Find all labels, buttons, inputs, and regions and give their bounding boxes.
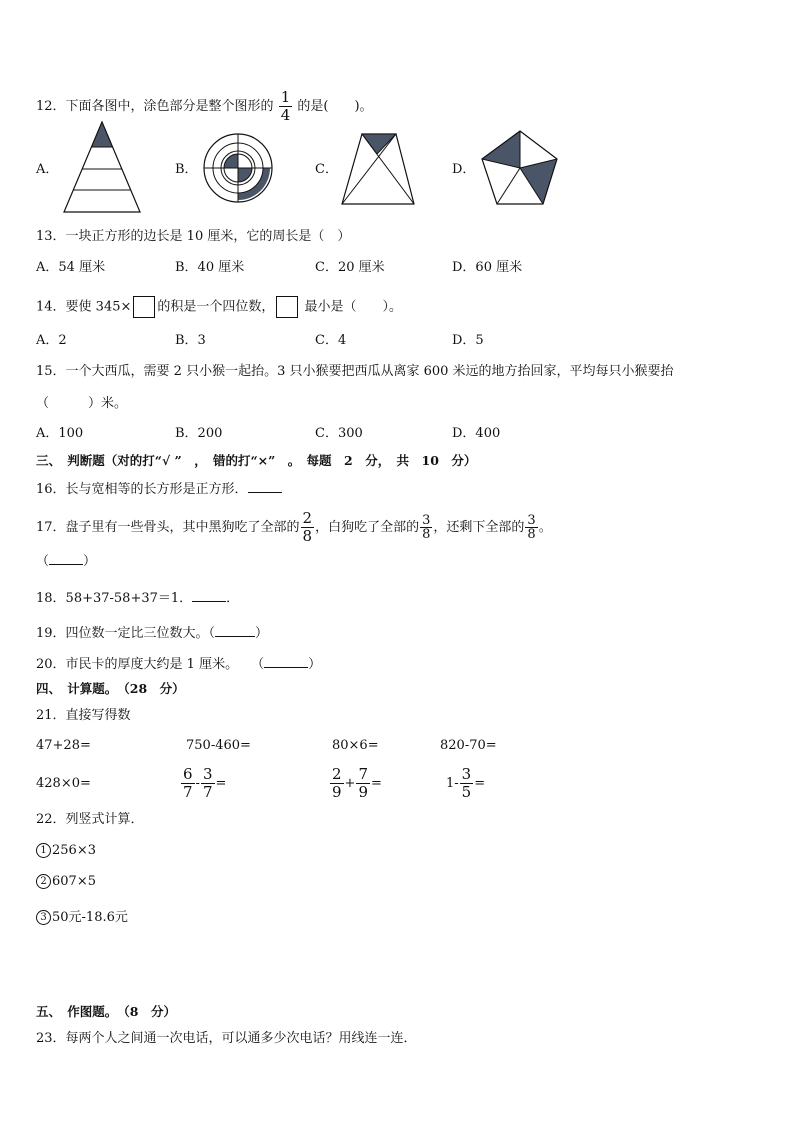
q22-item-2-text: 607×5 — [52, 874, 96, 889]
q17-answer — [36, 552, 96, 570]
q15-stem-line1: 15．一个大西瓜，需要 2 只小猴一起抬。3 只小猴要把西瓜从离家 600 米远的地方抬回家，平均每只小猴要抬 — [36, 364, 674, 379]
q14-stem-pre: 14．要使 345× — [36, 299, 132, 315]
q13-option-d[interactable]: D．60 厘米 — [452, 260, 523, 275]
trapezoid-figure — [340, 132, 416, 206]
pentagon-figure — [480, 128, 560, 208]
q17-text-3: ，还剩下全部的 — [433, 520, 525, 535]
q21-expr-5: 428×0= — [36, 776, 91, 791]
q21-e7-a-den: 9 — [332, 783, 342, 801]
q19 — [36, 624, 268, 642]
q21-e6-op: - — [195, 776, 200, 791]
q16-text: 16．长与宽相等的长方形是正方形． — [36, 482, 248, 497]
q20 — [36, 655, 321, 673]
q15-stem-line2: （ ）米。 — [36, 396, 128, 411]
q21-e8-b-num: 3 — [461, 765, 472, 783]
q19-answer-blank[interactable] — [215, 624, 255, 637]
q17-stem — [36, 510, 552, 546]
q21-e6-eq: = — [215, 776, 227, 791]
q15-option-b[interactable]: B．200 — [175, 426, 223, 441]
q21-expr-7 — [329, 764, 382, 804]
q12-stem-pre: 12．下面各图中，涂色部分是整个图形的 — [36, 99, 274, 114]
circled-number-1: 1 — [36, 843, 51, 858]
q17-f3-num: 3 — [527, 513, 536, 528]
q15-option-a[interactable]: A．100 — [36, 426, 84, 441]
q17-answer-close: ） — [83, 554, 97, 569]
circled-number-2: 2 — [36, 874, 51, 889]
q22-item-2 — [36, 874, 96, 890]
q17-text-2: ，白狗吃了全部的 — [315, 520, 420, 535]
q17-f3-den: 8 — [527, 527, 536, 542]
q21-expr-4: 820-70= — [440, 738, 497, 753]
q14-stem-mid: 的积是一个四位数， — [157, 299, 275, 315]
q16-answer-blank[interactable] — [248, 480, 282, 493]
q17-answer-blank[interactable] — [49, 552, 83, 565]
q21-e8-a: 1- — [446, 776, 459, 791]
q12-option-c-label[interactable]: C． — [315, 162, 338, 177]
q21-e6-b-num: 3 — [202, 765, 213, 783]
q14-option-c[interactable]: C．4 — [315, 333, 347, 348]
circled-number-3: 3 — [36, 910, 51, 925]
q18-answer-blank[interactable] — [192, 589, 226, 602]
q13-option-a[interactable]: A．54 厘米 — [36, 260, 106, 275]
q21-e8-b-den: 5 — [461, 783, 472, 801]
q21-e8-eq: = — [474, 776, 486, 791]
q13-option-b[interactable]: B．40 厘米 — [175, 260, 245, 275]
q18-end: ． — [226, 591, 240, 606]
q21-expr-1: 47+28= — [36, 738, 91, 753]
q14-blank-box-2 — [276, 296, 298, 318]
q14-option-a[interactable]: A．2 — [36, 333, 67, 348]
q17-text-4: 。 — [538, 520, 552, 535]
q14-option-d[interactable]: D．5 — [452, 333, 484, 348]
q13-option-c[interactable]: C．20 厘米 — [315, 260, 385, 275]
q17-fraction-3 — [525, 514, 537, 541]
q20-text: 20．市民卡的厚度大约是 1 厘米。 （ — [36, 657, 265, 672]
q21-e6-frac-a — [181, 766, 195, 801]
q13-stem: 13．一块正方形的边长是 10 厘米，它的周长是（ ） — [36, 229, 351, 244]
q12-option-b-label[interactable]: B． — [175, 162, 198, 177]
q21-e7-b-den: 9 — [358, 783, 368, 801]
q17-fraction-1 — [301, 510, 315, 545]
q21-e8-frac-b — [460, 766, 474, 801]
q15-option-c[interactable]: C．300 — [315, 426, 363, 441]
q12-option-d-label[interactable]: D． — [452, 162, 476, 177]
triangle-figure — [62, 120, 142, 214]
q21-expr-2: 750-460= — [186, 738, 251, 753]
q17-answer-open: （ — [36, 554, 50, 569]
q21-expr-3: 80×6= — [332, 738, 379, 753]
pentagon-spoke-4 — [497, 168, 520, 204]
q14-blank-box-1 — [133, 296, 155, 318]
q22-item-1 — [36, 843, 96, 859]
q21-expr-6 — [180, 764, 226, 804]
q14-stem-post: 最小是（ ）。 — [300, 299, 403, 315]
q19-text: 19．四位数一定比三位数大。（ — [36, 626, 216, 641]
q17-f2-den: 8 — [422, 527, 431, 542]
q21-e6-a-num: 6 — [183, 765, 193, 783]
q12-stem — [36, 89, 373, 124]
q21-e7-frac-b — [356, 766, 370, 801]
q21-e6-a-den: 7 — [183, 783, 193, 801]
q16 — [36, 480, 282, 498]
q17-f1-num: 2 — [302, 509, 313, 527]
ring-figure — [202, 132, 274, 204]
q12-frac-num: 1 — [280, 88, 291, 106]
q17-f1-den: 8 — [302, 527, 313, 545]
q19-end: ） — [255, 626, 269, 641]
q21-expr-8 — [446, 764, 485, 804]
q21-e6-frac-b — [201, 766, 215, 801]
triangle-shaded-top — [92, 122, 113, 147]
q12-fraction — [279, 89, 293, 124]
q22-item-1-text: 256×3 — [52, 843, 96, 858]
trapezoid-shaded-triangle — [362, 134, 396, 154]
q15-option-d[interactable]: D．400 — [452, 426, 501, 441]
q21-title: 21．直接写得数 — [36, 708, 131, 723]
q12-option-a-label[interactable]: A． — [36, 162, 59, 177]
q12-stem-post: 的是( )。 — [297, 99, 373, 114]
q20-answer-blank[interactable] — [264, 655, 308, 668]
section-3-heading: 三、 判断题（对的打“√ ” ， 错的打“×” 。 每题 2 分， 共 10 分） — [36, 453, 477, 468]
q21-e6-b-den: 7 — [202, 783, 213, 801]
q14-option-b[interactable]: B．3 — [175, 333, 206, 348]
q20-end: ） — [308, 657, 322, 672]
q17-fraction-2 — [420, 514, 432, 541]
q22-item-3-text: 50元-18.6元 — [52, 910, 128, 925]
q18 — [36, 589, 239, 607]
section-5-heading: 五、 作图题。 （8 分） — [36, 1004, 176, 1019]
q12-frac-den: 4 — [280, 106, 291, 124]
q21-e7-eq: = — [371, 776, 382, 791]
q22-item-3 — [36, 910, 128, 926]
q17-f2-num: 3 — [422, 513, 431, 528]
q21-e7-b-num: 7 — [358, 765, 368, 783]
q21-e7-frac-a — [330, 766, 344, 801]
q22-title: 22．列竖式计算． — [36, 812, 144, 827]
q17-text-1: 17．盘子里有一些骨头，其中黑狗吃了全部的 — [36, 520, 300, 535]
section-4-heading: 四、 计算题。 （28 分） — [36, 681, 185, 696]
q21-e7-a-num: 2 — [332, 765, 342, 783]
pentagon-shaded-1 — [482, 131, 520, 168]
q14-stem — [36, 296, 402, 318]
q21-e7-op: + — [344, 776, 356, 791]
q23-stem: 23．每两个人之间通一次电话，可以通多少次电话？用线连一连． — [36, 1031, 417, 1046]
q18-text: 18．58+37-58+37＝1． — [36, 591, 193, 606]
